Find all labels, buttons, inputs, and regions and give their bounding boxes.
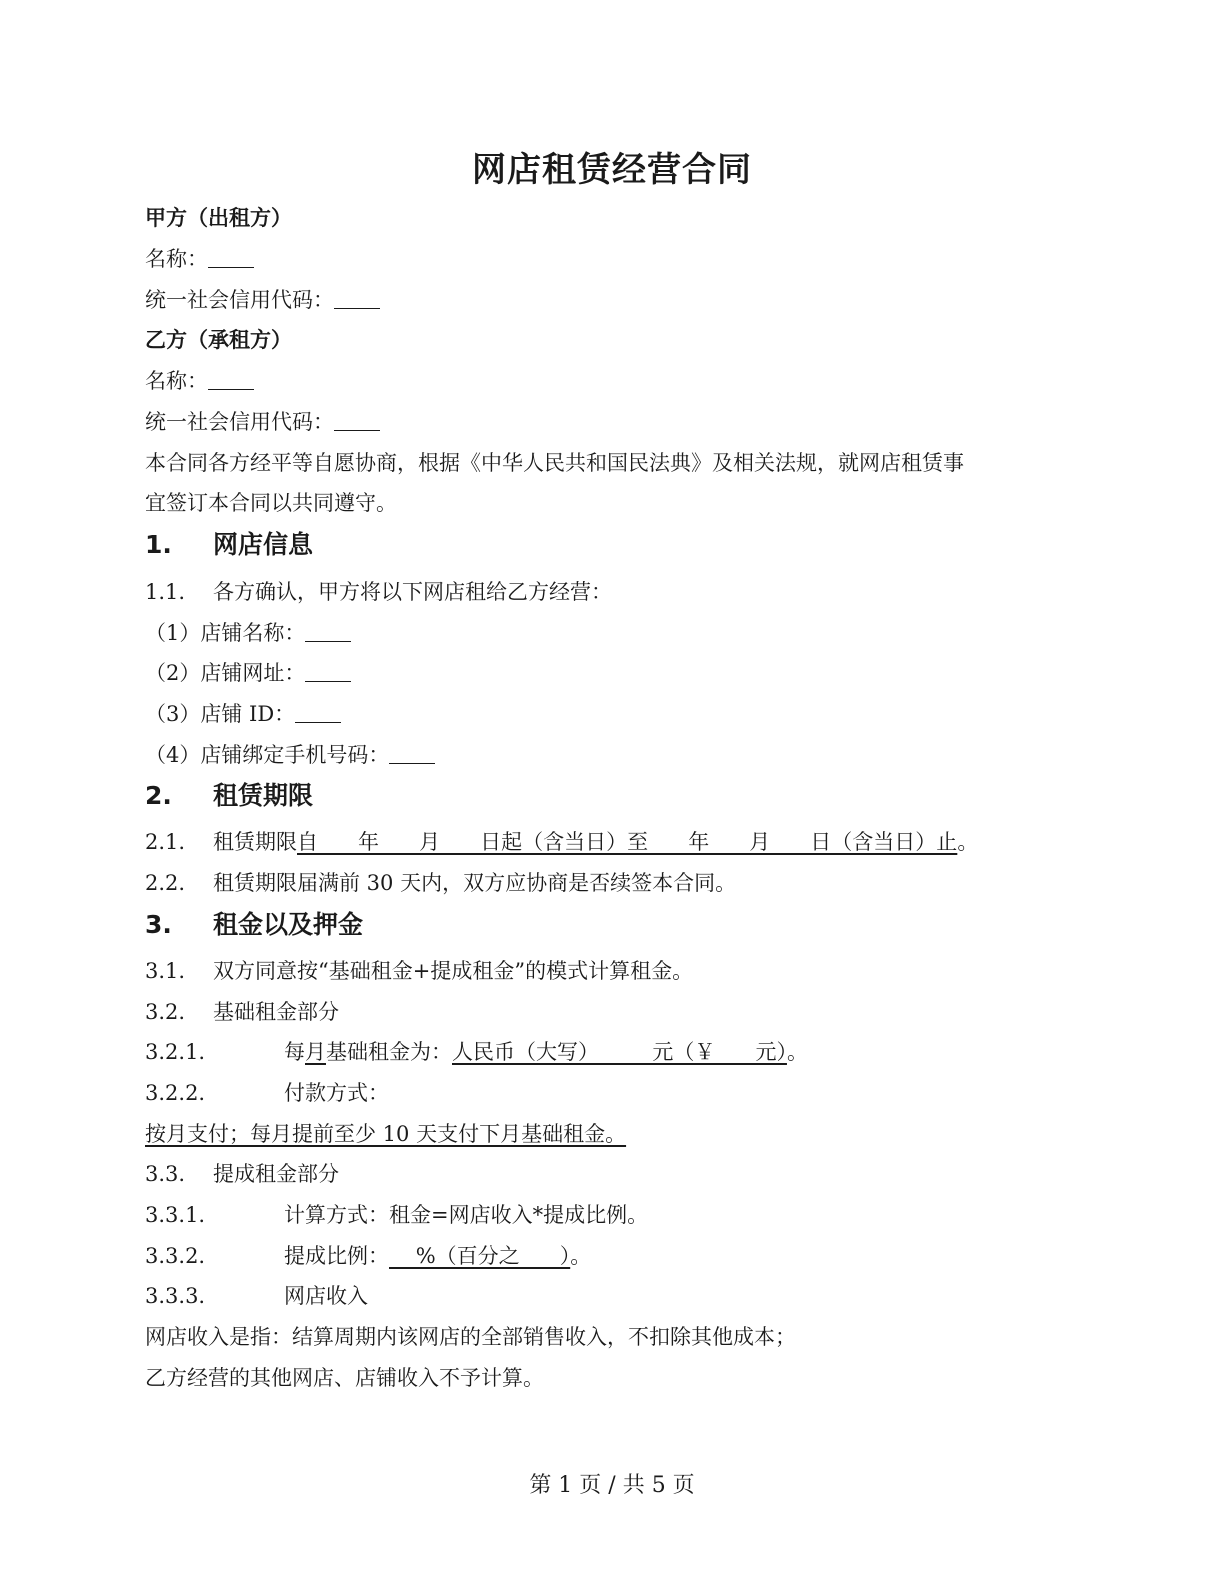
clause-3-3-1-number: 3.3.1.: [145, 1203, 206, 1227]
clause-2-2-number: 2.2.: [145, 871, 186, 895]
clause-2-1: [145, 827, 978, 857]
clause-2-2-text: 租赁期限届满前 30 天内，双方应协商是否续签本合同。: [213, 871, 737, 895]
party-a-name-blank: [208, 247, 254, 268]
shop-item-4-blank: [389, 743, 435, 764]
party-a-name-label: 名称：: [145, 247, 208, 271]
party-a-credit: [145, 285, 380, 315]
clause-1-1-number: 1.1.: [145, 580, 186, 604]
clause-2-1-term: 自 年 月 日起（含当日）至 年 月 日（含当日）止: [297, 830, 958, 854]
section-3-number: 3.: [145, 910, 172, 939]
clause-3-3-1-text: 计算方式：租金=网店收入*提成比例。: [284, 1203, 649, 1227]
clause-3-3-3: [145, 1281, 368, 1311]
clause-3-3-2: [145, 1241, 591, 1271]
clause-3-2-2-text: 付款方式：: [284, 1081, 389, 1105]
shop-item-2: [145, 658, 351, 688]
clause-3-1-text: 双方同意按“基础租金+提成租金”的模式计算租金。: [213, 959, 694, 983]
clause-3-2: [145, 997, 339, 1027]
party-a-name: [145, 244, 254, 274]
clause-3-2-1: [145, 1037, 808, 1067]
party-b-name: [145, 366, 254, 396]
clause-3-3-2-suffix: 。: [570, 1244, 592, 1268]
clause-3-3-3-number: 3.3.3.: [145, 1284, 206, 1308]
shop-item-3-label: （3）店铺 ID：: [145, 702, 296, 726]
clause-3-2-1-period: 月: [305, 1040, 326, 1064]
payment-method-text: 按月支付；每月提前至少 10 天支付下月基础租金。: [145, 1122, 627, 1146]
clause-3-3-3-text: 网店收入: [284, 1284, 368, 1308]
clause-3-2-1-number: 3.2.1.: [145, 1040, 206, 1064]
clause-3-2-2: [145, 1078, 389, 1108]
party-b-credit-blank: [334, 410, 380, 431]
party-b-name-label: 名称：: [145, 369, 208, 393]
clause-3-3-2-ratio: %（百分之 ）: [389, 1244, 571, 1268]
shop-item-1-label: （1）店铺名称：: [145, 621, 306, 645]
shop-item-2-label: （2）店铺网址：: [145, 661, 306, 685]
section-1-heading: [145, 530, 313, 560]
party-b-heading: 乙方（承租方）: [145, 327, 292, 352]
clause-3-2-2-number: 3.2.2.: [145, 1081, 206, 1105]
party-b-credit-label: 统一社会信用代码：: [145, 410, 334, 434]
clause-2-1-prefix: 租赁期限: [213, 830, 297, 854]
shop-item-3-blank: [295, 702, 341, 723]
party-b-credit: [145, 407, 380, 437]
clause-3-1: [145, 956, 693, 986]
document-title: 网店租赁经营合同: [472, 150, 752, 190]
clause-3-3: [145, 1159, 339, 1189]
section-2-number: 2.: [145, 781, 172, 810]
party-a-credit-blank: [334, 288, 380, 309]
shop-item-4-label: （4）店铺绑定手机号码：: [145, 743, 390, 767]
clause-2-2: [145, 868, 736, 898]
clause-3-2-text: 基础租金部分: [213, 1000, 339, 1024]
clause-3-3-1: [145, 1200, 648, 1230]
intro-line-2: 宜签订本合同以共同遵守。: [145, 491, 397, 515]
clause-1-1-text: 各方确认，甲方将以下网店租给乙方经营：: [213, 580, 612, 604]
clause-2-1-number: 2.1.: [145, 830, 186, 854]
clause-2-1-suffix: 。: [957, 830, 979, 854]
clause-1-1: [145, 577, 612, 607]
clause-3-2-number: 3.2.: [145, 1000, 186, 1024]
section-2-heading: [145, 781, 313, 811]
section-1-title: 网店信息: [213, 530, 314, 559]
clause-3-2-1-prefix: 每: [284, 1040, 305, 1064]
section-3-title: 租金以及押金: [213, 910, 364, 939]
shop-item-4: [145, 740, 435, 770]
party-b-name-blank: [208, 369, 254, 390]
section-3-heading: [145, 910, 363, 940]
shop-item-2-blank: [305, 661, 351, 682]
income-definition-line-2: 乙方经营的其他网店、店铺收入不予计算。: [145, 1366, 544, 1390]
clause-3-3-text: 提成租金部分: [213, 1162, 339, 1186]
clause-3-3-number: 3.3.: [145, 1162, 186, 1186]
clause-3-2-1-suffix: 。: [786, 1040, 808, 1064]
shop-item-1-blank: [305, 621, 351, 642]
payment-method-detail: [145, 1119, 626, 1149]
clause-3-3-2-prefix: 提成比例：: [284, 1244, 389, 1268]
party-a-credit-label: 统一社会信用代码：: [145, 288, 334, 312]
section-1-number: 1.: [145, 530, 172, 559]
income-definition-line-1: 网店收入是指：结算周期内该网店的全部销售收入，不扣除其他成本；: [145, 1325, 796, 1349]
shop-item-1: [145, 618, 351, 648]
clause-3-1-number: 3.1.: [145, 959, 186, 983]
shop-item-3: [145, 699, 341, 729]
clause-3-2-1-mid: 基础租金为：: [326, 1040, 452, 1064]
party-a-heading: 甲方（出租方）: [145, 205, 292, 230]
clause-3-3-2-number: 3.3.2.: [145, 1244, 206, 1268]
section-2-title: 租赁期限: [213, 781, 314, 810]
intro-line-1: 本合同各方经平等自愿协商，根据《中华人民共和国民法典》及相关法规，就网店租赁事: [145, 451, 964, 475]
clause-3-2-1-amount: 人民币（大写） 元（￥ 元）: [452, 1040, 787, 1064]
page-footer: 第 1 页 / 共 5 页: [529, 1473, 695, 1498]
